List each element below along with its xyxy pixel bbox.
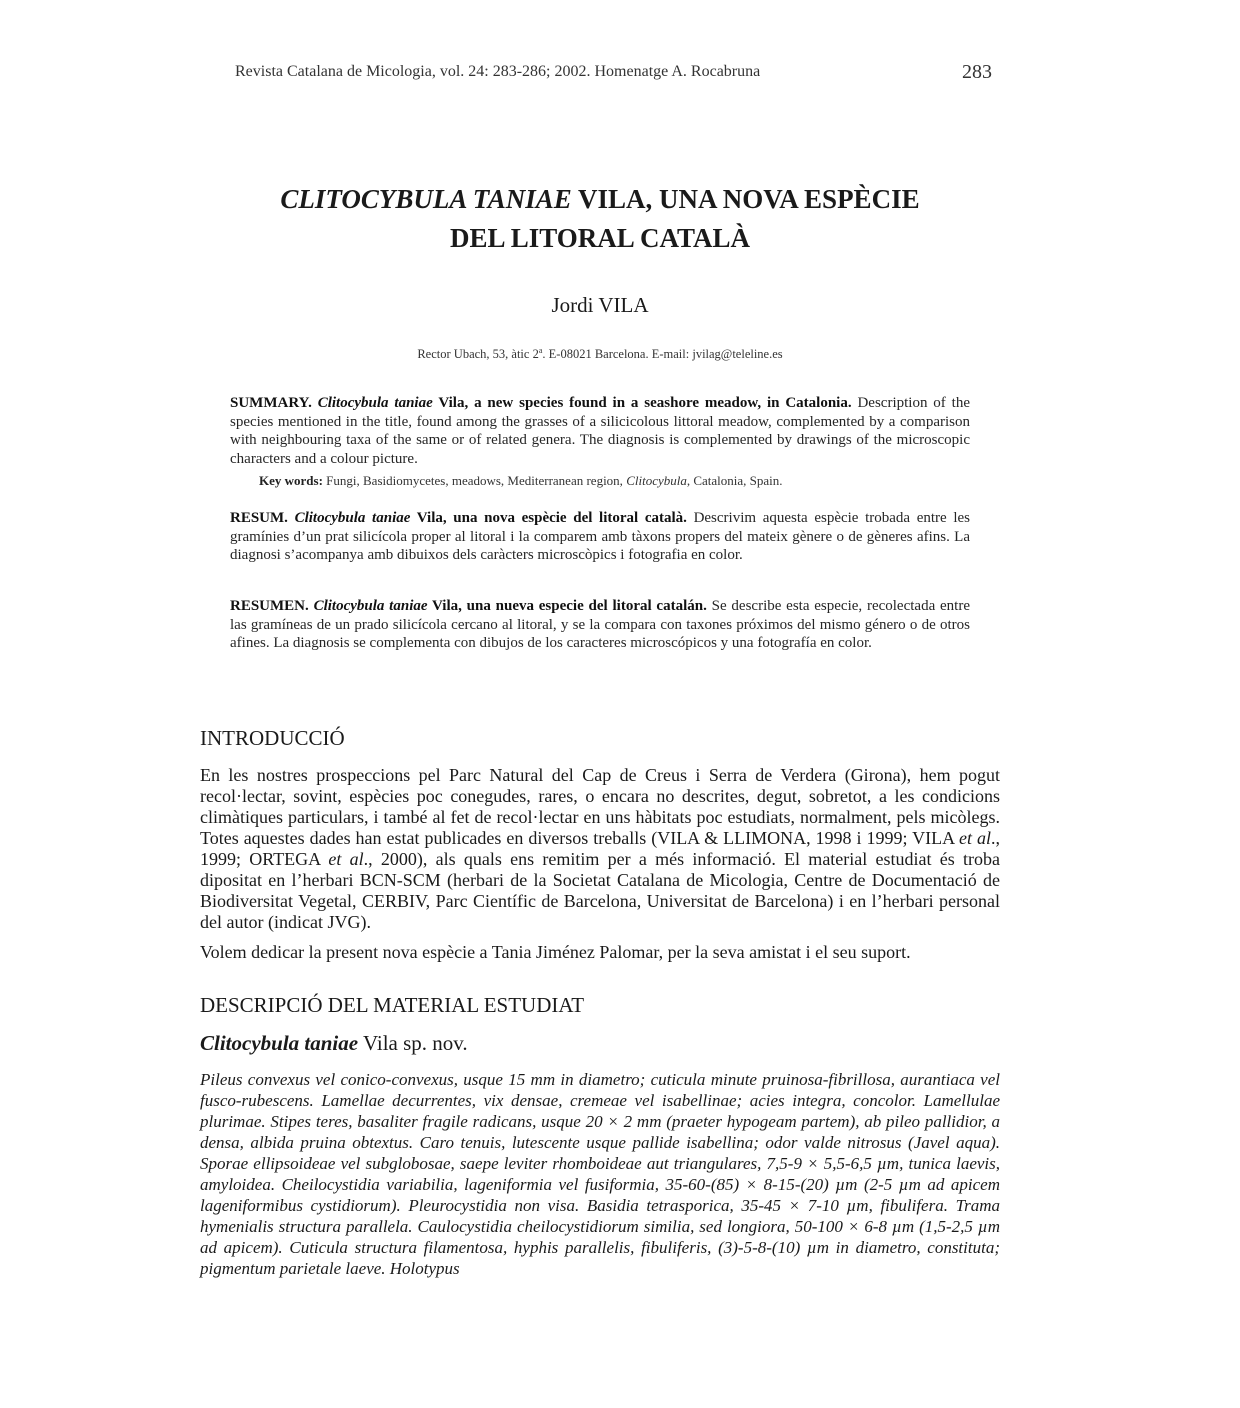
species-suffix: Vila sp. nov. bbox=[358, 1031, 468, 1055]
summary-taxon: Clitocybula taniae bbox=[317, 395, 433, 411]
resum-text: Descrivim aquesta espècie trobada entre les gramínies d’un prat silicícola proper al litoral i la comparem amb tàxons propers del mateix gènere o de gèneres afins. La diagnosi s’acompanya amb dibuixos dels caràcters microscòpics i fotografia en color. bbox=[230, 510, 971, 563]
resumen-label: RESUMEN. bbox=[230, 598, 309, 614]
summary-bold-title: Vila, a new species found in a seashore meadow, in Catalonia. bbox=[432, 395, 852, 411]
resumen-text: Se describe esta especie, recolectada entre las gramíneas de un prado silicícola cercano al litoral, y se la compara con taxones próximos del mismo género o de otros afines. La diagnosis se complementa con dibujos de los caracteres microscópicos y una fotografía en color. bbox=[230, 598, 970, 651]
resum-bold-title: Vila, una nova espècie del litoral català. bbox=[410, 510, 687, 526]
intro-text-c: ., 2000), als quals ens remitim per a més informació. El material estudiat és troba dipositat en l’herbari BCN-SCM (herbari de la Societat Catalana de Micologia, Centre de Documentació de Biodiversitat Vegetal, CERBIV, Parc Científic de Barcelona, Universitat de Barcelona) i en l’herbari personal del autor (indicat JVG). bbox=[200, 849, 1000, 932]
species-name: Clitocybula taniae bbox=[200, 1031, 359, 1055]
intro-text-a: En les nostres prospeccions pel Parc Natural del Cap de Creus i Serra de Verdera (Girona), hem pogut recol·lectar, sovint, espècies poc conegudes, rares, o encara no descrites, degut, sobretot, a les condicions climàtiques particulars, i també al fet de recol·lectar en uns hàbitats poc estudiats, normalment, pels micòlegs. Totes aquestes dades han estat publicades en diversos treballs (VILA & LLIMONA, 1998 i 1999; VILA bbox=[200, 765, 1000, 848]
address-street: Rector Ubach, 53, àtic 2 bbox=[417, 347, 539, 362]
page-number: 283 bbox=[962, 61, 992, 83]
introduccio-heading: INTRODUCCIÓ bbox=[200, 726, 345, 750]
summary-label: SUMMARY. bbox=[230, 395, 312, 411]
keywords-list: Fungi, Basidiomycetes, meadows, Mediterranean region, bbox=[322, 473, 627, 488]
resum-paragraph bbox=[230, 509, 970, 565]
keywords-label: Key words: bbox=[259, 473, 323, 488]
species-heading bbox=[200, 1031, 468, 1056]
title-line1-rest: VILA, UNA NOVA ESPÈCIE bbox=[571, 184, 920, 214]
latin-diagnosis: Pileus convexus vel conico-convexus, usque 15 mm in diametro; cuticula minute pruinosa-fibrillosa, aurantiaca vel fusco-rubescens. Lamellae decurrentes, vix densae, cremeae vel isabellinae; acies integra, concolor. Lamellulae plurimae. Stipes teres, basaliter fragile radicans, usque 20 × 2 mm (praeter hypogeam partem), ab pileo pallidior, a densa, albida pruina obtextus. Caro tenuis, lutescente usque pallide isabellina; odor valde nitrosus (Javel aqua). Sporae ellipsoideae vel subglobosae, saepe leviter rhomboideae aut triangulares, 7,5-9 × 5,5-6,5 µm, tunica laevis, amyloidea. Cheilocystidia variabilia, lageniformia vel fusiformia, 35-60-(85) × 8-15-(20) µm (2-5 µm ad apicem lageniformibus cystidiorum). Pleurocystidia non visa. Basidia tetrasporica, 35-45 × 7-10 µm, fibulifera. Trama hymenialis structura parallela. Caulocystidia cheilocystidiorum similia, sed longiora, 50-100 × 6-8 µm (1,5-2,5 µm ad apicem). Cuticula structura filamentosa, hyphis parallelis, fibuliferis, (3)-5-8-(10) µm in diametro, constituta; pigmentum parietale laeve. Holotypus bbox=[200, 1070, 1000, 1278]
title-line2: DEL LITORAL CATALÀ bbox=[449, 223, 751, 253]
author-address bbox=[200, 346, 1000, 362]
intro-etal-1: et al bbox=[959, 828, 991, 848]
running-head: Revista Catalana de Micologia, vol. 24: 283-286; 2002. Homenatge A. Rocabruna bbox=[235, 63, 761, 80]
address-city-email: . E-08021 Barcelona. E-mail: jvilag@teleline.es bbox=[542, 347, 783, 362]
address-superscript: a bbox=[538, 346, 543, 355]
summary-text: Description of the species mentioned in the title, found among the grasses of a silicicolous littoral meadow, complemented by a comparison with neighbouring taxa of the same or of related genera. The diagnosis is complemented by drawings of the microscopic characters and a colour picture. bbox=[230, 395, 970, 467]
article-title bbox=[200, 180, 1000, 258]
introduccio-paragraph-1 bbox=[200, 765, 1000, 933]
summary-paragraph bbox=[230, 394, 970, 468]
intro-etal-2: et al bbox=[328, 849, 364, 869]
title-taxon: CLITOCYBULA TANIAE bbox=[280, 184, 572, 214]
keywords-list-end: , Catalonia, Spain. bbox=[686, 473, 783, 488]
resumen-taxon: Clitocybula taniae bbox=[313, 598, 428, 614]
resumen-paragraph bbox=[230, 597, 970, 653]
introduccio-paragraph-2: Volem dedicar la present nova espècie a Tania Jiménez Palomar, per la seva amistat i el seu suport. bbox=[200, 942, 911, 962]
keywords-taxon: Clitocybula bbox=[626, 473, 687, 488]
intro-text-b: ., 1999; ORTEGA bbox=[200, 828, 1000, 869]
descripcio-heading: DESCRIPCIÓ DEL MATERIAL ESTUDIAT bbox=[200, 993, 585, 1017]
keywords-line bbox=[259, 473, 783, 489]
author-name: Jordi VILA bbox=[551, 293, 649, 317]
resum-taxon: Clitocybula taniae bbox=[294, 510, 411, 526]
resumen-bold-title: Vila, una nueva especie del litoral catalán. bbox=[427, 598, 707, 614]
resum-label: RESUM. bbox=[230, 510, 288, 526]
